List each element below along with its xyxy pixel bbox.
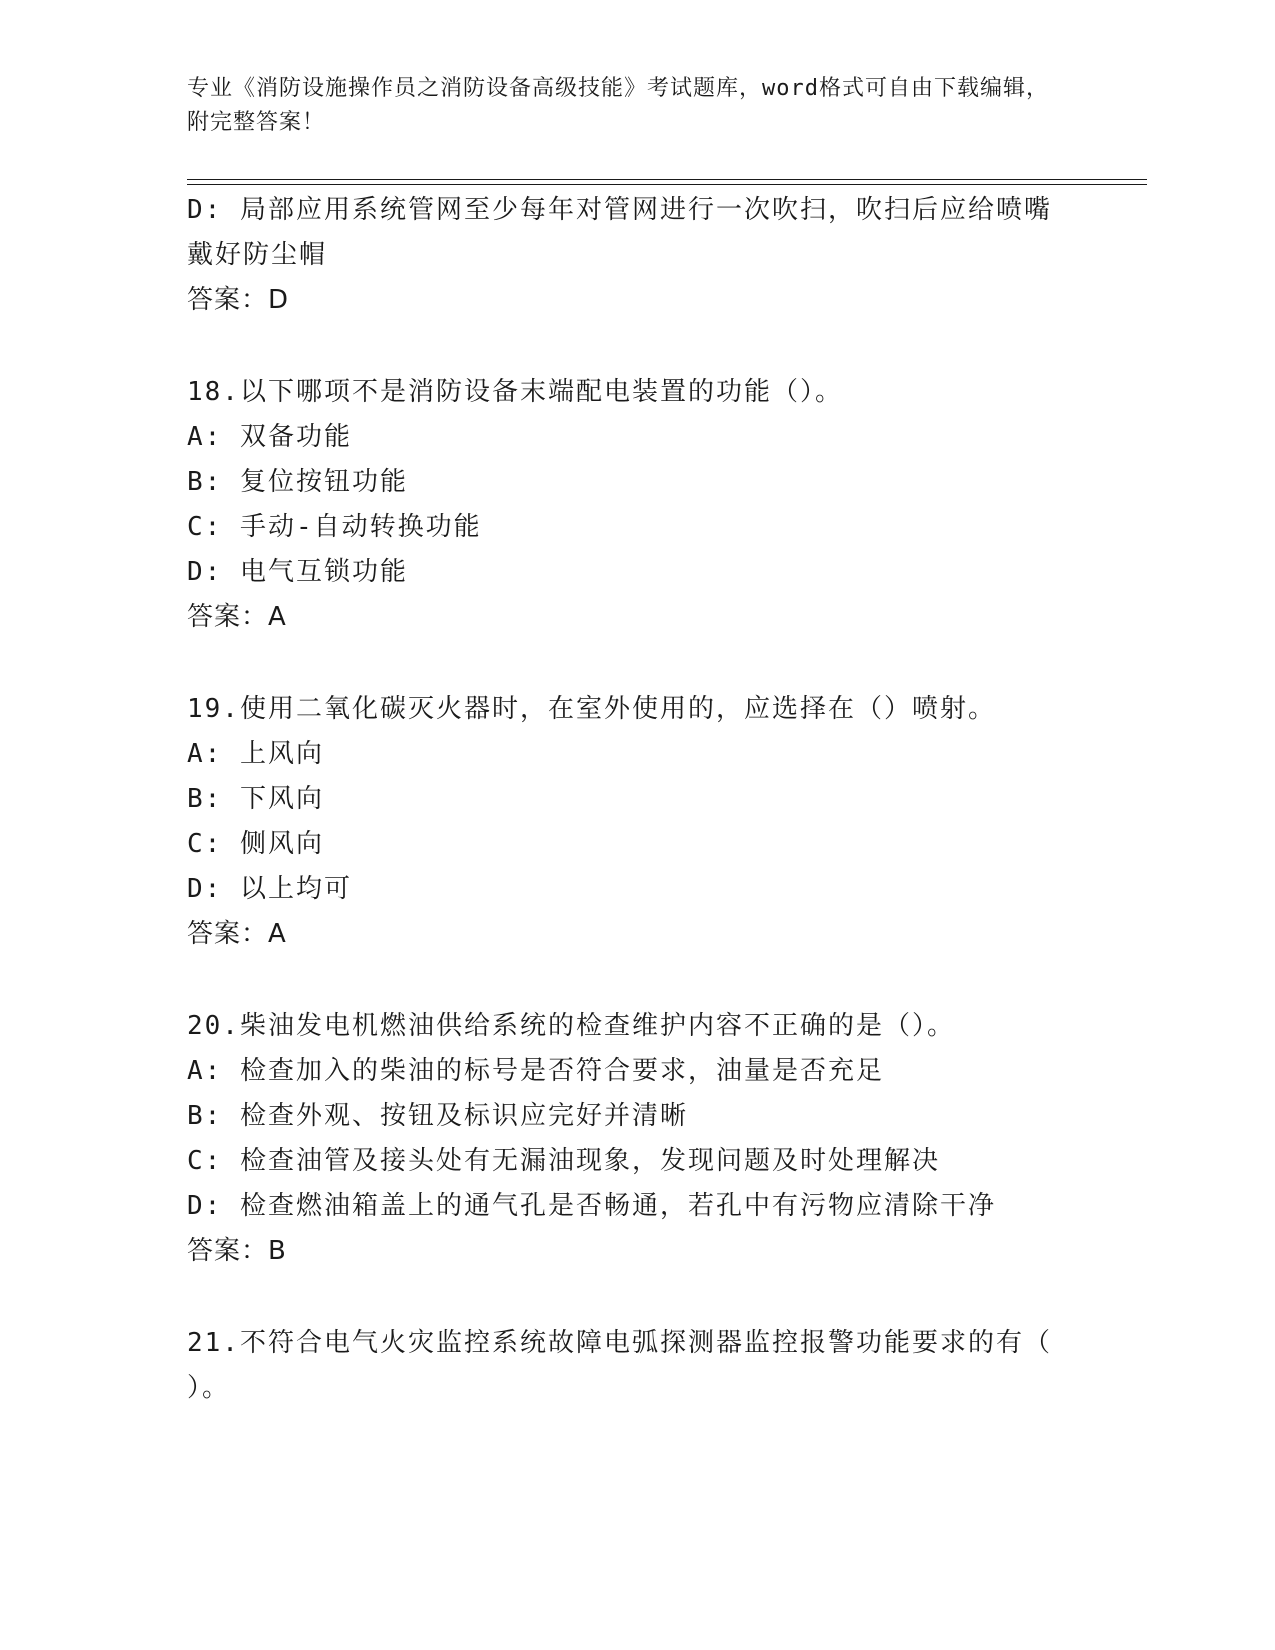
question-19 — [187, 687, 1067, 957]
answer: 答案：A — [187, 919, 287, 949]
document-page — [187, 0, 1147, 1650]
option-b: B: 复位按钮功能 — [187, 467, 408, 497]
question-20 — [187, 1004, 1067, 1274]
spacer — [187, 957, 1067, 1004]
option-c: C: 侧风向 — [187, 829, 324, 859]
question-content — [187, 188, 1067, 1411]
option-c: C: 手动-自动转换功能 — [187, 512, 482, 542]
question-stem-continued: ）。 — [187, 1373, 231, 1403]
option-d-continued: 戴好防尘帽 — [187, 240, 328, 270]
option-d: D: 电气互锁功能 — [187, 557, 408, 587]
answer: 答案：B — [187, 1236, 287, 1266]
spacer — [187, 1274, 1067, 1321]
question-stem: 19.使用二氧化碳灭火器时，在室外使用的，应选择在（）喷射。 — [187, 694, 996, 724]
option-b: B: 检查外观、按钮及标识应完好并清晰 — [187, 1101, 688, 1131]
option-a: A: 双备功能 — [187, 422, 352, 452]
document-header: 专业《消防设施操作员之消防设备高级技能》考试题库，word格式可自由下载编辑，附完整答案！ — [187, 76, 1049, 135]
question-stem: 18.以下哪项不是消防设备末端配电装置的功能（）。 — [187, 377, 843, 407]
option-d: D: 以上均可 — [187, 874, 352, 904]
option-b: B: 下风向 — [187, 784, 324, 814]
option-a: A: 检查加入的柴油的标号是否符合要求，油量是否充足 — [187, 1056, 884, 1086]
answer: 答案：D — [187, 285, 290, 315]
header-divider-bottom — [187, 184, 1147, 185]
question-21 — [187, 1321, 1067, 1411]
question-18 — [187, 370, 1067, 640]
option-a: A: 上风向 — [187, 739, 324, 769]
question-stem: 21.不符合电气火灾监控系统故障电弧探测器监控报警功能要求的有（ — [187, 1328, 1052, 1358]
option-d: D: 局部应用系统管网至少每年对管网进行一次吹扫，吹扫后应给喷嘴 — [187, 195, 1052, 225]
spacer — [187, 640, 1067, 687]
option-d: D: 检查燃油箱盖上的通气孔是否畅通，若孔中有污物应清除干净 — [187, 1191, 996, 1221]
answer: 答案：A — [187, 602, 287, 632]
question-stem: 20.柴油发电机燃油供给系统的检查维护内容不正确的是（）。 — [187, 1011, 955, 1041]
spacer — [187, 323, 1067, 370]
header-divider-top — [187, 179, 1147, 180]
option-c: C: 检查油管及接头处有无漏油现象，发现问题及时处理解决 — [187, 1146, 940, 1176]
